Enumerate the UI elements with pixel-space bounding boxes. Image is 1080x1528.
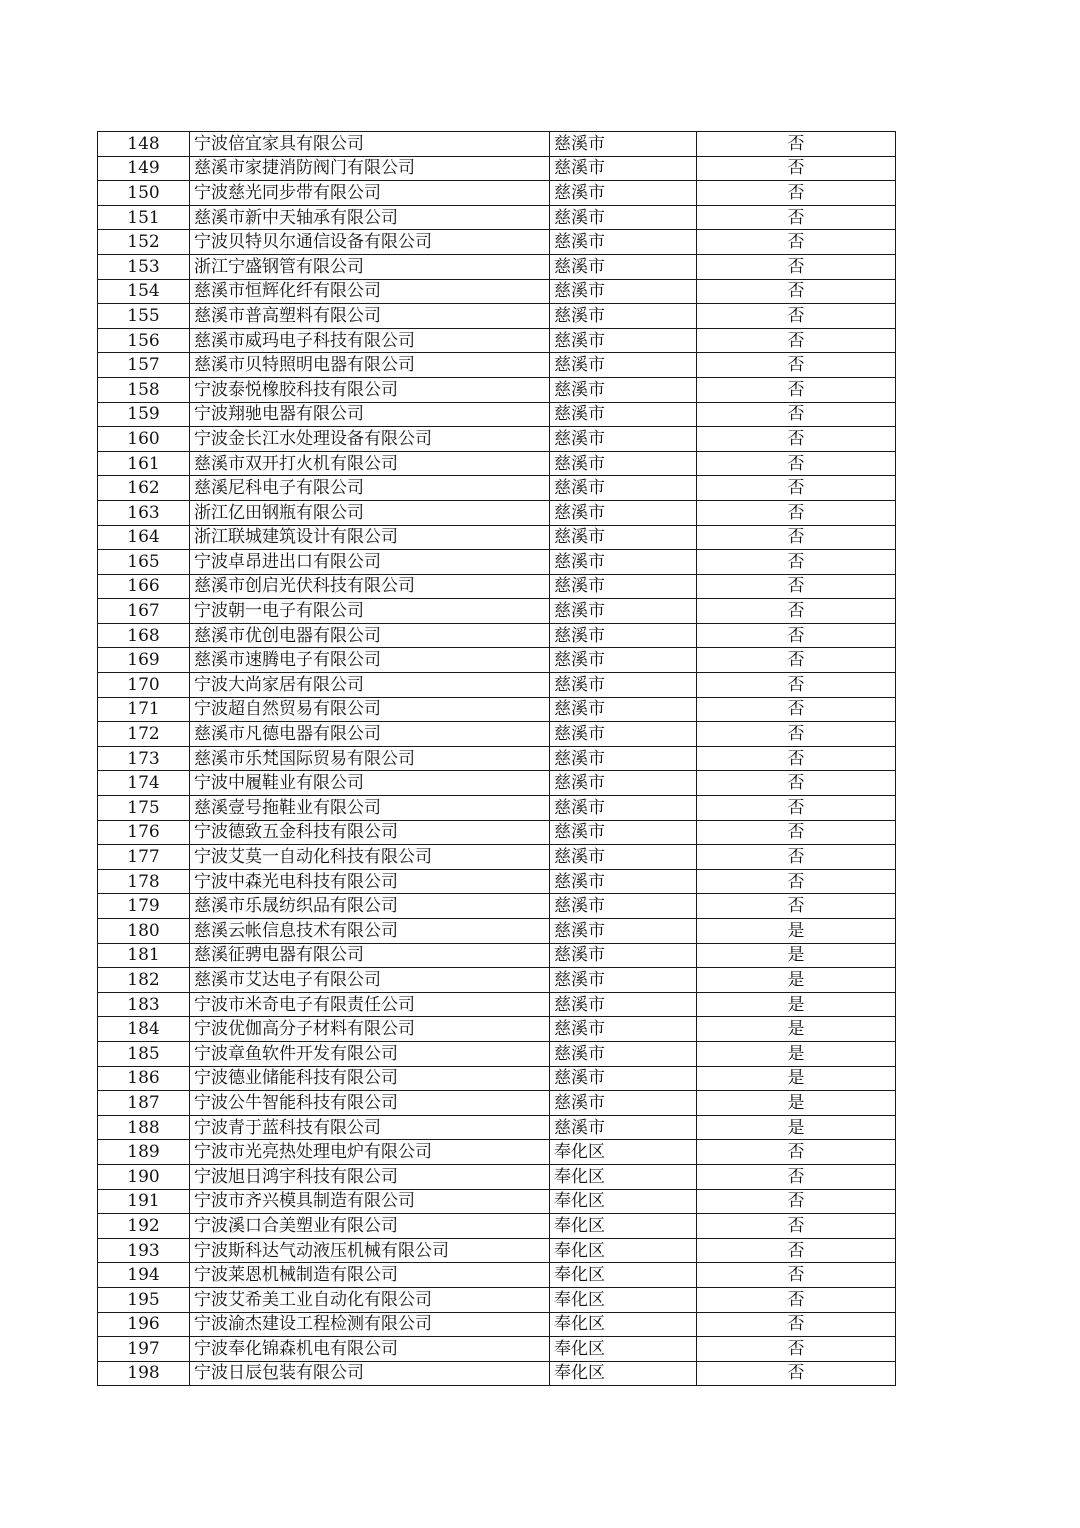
company-name-cell: 宁波贝特贝尔通信设备有限公司 bbox=[190, 230, 550, 255]
company-name-cell: 宁波中森光电科技有限公司 bbox=[190, 869, 550, 894]
company-name-cell: 慈溪市乐梵国际贸易有限公司 bbox=[190, 746, 550, 771]
status-cell: 是 bbox=[697, 968, 896, 993]
district-cell: 慈溪市 bbox=[550, 697, 697, 722]
status-cell: 否 bbox=[697, 820, 896, 845]
company-name-cell: 宁波泰悦橡胶科技有限公司 bbox=[190, 377, 550, 402]
row-number-cell: 153 bbox=[98, 254, 190, 279]
status-cell: 否 bbox=[697, 279, 896, 304]
status-cell: 否 bbox=[697, 1312, 896, 1337]
status-cell: 否 bbox=[697, 673, 896, 698]
status-cell: 是 bbox=[697, 1017, 896, 1042]
district-cell: 慈溪市 bbox=[550, 525, 697, 550]
company-name-cell: 宁波日辰包装有限公司 bbox=[190, 1361, 550, 1386]
table-row bbox=[98, 181, 896, 206]
row-number-cell: 162 bbox=[98, 476, 190, 501]
district-cell: 慈溪市 bbox=[550, 869, 697, 894]
district-cell: 奉化区 bbox=[550, 1263, 697, 1288]
status-cell: 否 bbox=[697, 771, 896, 796]
row-number-cell: 173 bbox=[98, 746, 190, 771]
status-cell: 否 bbox=[697, 796, 896, 821]
status-cell: 是 bbox=[697, 1115, 896, 1140]
district-cell: 慈溪市 bbox=[550, 279, 697, 304]
district-cell: 慈溪市 bbox=[550, 919, 697, 944]
status-cell: 否 bbox=[697, 722, 896, 747]
district-cell: 慈溪市 bbox=[550, 500, 697, 525]
company-name-cell: 宁波超自然贸易有限公司 bbox=[190, 697, 550, 722]
table-row bbox=[98, 1361, 896, 1386]
district-cell: 慈溪市 bbox=[550, 132, 697, 157]
table-row bbox=[98, 1287, 896, 1312]
table-row bbox=[98, 599, 896, 624]
status-cell: 否 bbox=[697, 402, 896, 427]
row-number-cell: 198 bbox=[98, 1361, 190, 1386]
company-name-cell: 慈溪市双开打火机有限公司 bbox=[190, 451, 550, 476]
district-cell: 慈溪市 bbox=[550, 1066, 697, 1091]
district-cell: 慈溪市 bbox=[550, 894, 697, 919]
district-cell: 慈溪市 bbox=[550, 722, 697, 747]
district-cell: 奉化区 bbox=[550, 1337, 697, 1362]
company-name-cell: 宁波朝一电子有限公司 bbox=[190, 599, 550, 624]
table-row bbox=[98, 648, 896, 673]
row-number-cell: 158 bbox=[98, 377, 190, 402]
company-name-cell: 宁波中履鞋业有限公司 bbox=[190, 771, 550, 796]
table-row bbox=[98, 1066, 896, 1091]
company-name-cell: 宁波艾莫一自动化科技有限公司 bbox=[190, 845, 550, 870]
district-cell: 奉化区 bbox=[550, 1214, 697, 1239]
district-cell: 慈溪市 bbox=[550, 205, 697, 230]
status-cell: 是 bbox=[697, 1066, 896, 1091]
status-cell: 否 bbox=[697, 476, 896, 501]
company-name-cell: 宁波卓昂进出口有限公司 bbox=[190, 550, 550, 575]
district-cell: 慈溪市 bbox=[550, 845, 697, 870]
status-cell: 是 bbox=[697, 943, 896, 968]
company-name-cell: 慈溪市艾达电子有限公司 bbox=[190, 968, 550, 993]
table-row bbox=[98, 1164, 896, 1189]
table-row bbox=[98, 673, 896, 698]
status-cell: 是 bbox=[697, 1041, 896, 1066]
company-name-cell: 慈溪征骋电器有限公司 bbox=[190, 943, 550, 968]
table-row bbox=[98, 525, 896, 550]
status-cell: 否 bbox=[697, 525, 896, 550]
company-name-cell: 宁波章鱼软件开发有限公司 bbox=[190, 1041, 550, 1066]
row-number-cell: 186 bbox=[98, 1066, 190, 1091]
company-name-cell: 慈溪市优创电器有限公司 bbox=[190, 623, 550, 648]
status-cell: 否 bbox=[697, 254, 896, 279]
company-name-cell: 宁波奉化锦森机电有限公司 bbox=[190, 1337, 550, 1362]
company-name-cell: 宁波艾希美工业自动化有限公司 bbox=[190, 1287, 550, 1312]
company-name-cell: 慈溪市凡德电器有限公司 bbox=[190, 722, 550, 747]
district-cell: 慈溪市 bbox=[550, 796, 697, 821]
row-number-cell: 150 bbox=[98, 181, 190, 206]
status-cell: 否 bbox=[697, 377, 896, 402]
company-name-cell: 慈溪云帐信息技术有限公司 bbox=[190, 919, 550, 944]
status-cell: 否 bbox=[697, 894, 896, 919]
district-cell: 慈溪市 bbox=[550, 623, 697, 648]
district-cell: 慈溪市 bbox=[550, 402, 697, 427]
table-row bbox=[98, 796, 896, 821]
district-cell: 慈溪市 bbox=[550, 1115, 697, 1140]
table-row bbox=[98, 943, 896, 968]
table-row bbox=[98, 476, 896, 501]
row-number-cell: 182 bbox=[98, 968, 190, 993]
row-number-cell: 174 bbox=[98, 771, 190, 796]
status-cell: 否 bbox=[697, 451, 896, 476]
table-row bbox=[98, 427, 896, 452]
row-number-cell: 190 bbox=[98, 1164, 190, 1189]
status-cell: 是 bbox=[697, 919, 896, 944]
row-number-cell: 149 bbox=[98, 156, 190, 181]
district-cell: 慈溪市 bbox=[550, 181, 697, 206]
table-row bbox=[98, 402, 896, 427]
row-number-cell: 192 bbox=[98, 1214, 190, 1239]
row-number-cell: 197 bbox=[98, 1337, 190, 1362]
company-name-cell: 慈溪尼科电子有限公司 bbox=[190, 476, 550, 501]
table-row bbox=[98, 820, 896, 845]
company-name-cell: 慈溪市普高塑料有限公司 bbox=[190, 304, 550, 329]
company-name-cell: 慈溪市恒辉化纤有限公司 bbox=[190, 279, 550, 304]
company-name-cell: 宁波优伽高分子材料有限公司 bbox=[190, 1017, 550, 1042]
row-number-cell: 167 bbox=[98, 599, 190, 624]
district-cell: 慈溪市 bbox=[550, 599, 697, 624]
status-cell: 否 bbox=[697, 230, 896, 255]
row-number-cell: 181 bbox=[98, 943, 190, 968]
district-cell: 慈溪市 bbox=[550, 746, 697, 771]
table-row bbox=[98, 1115, 896, 1140]
table-row bbox=[98, 697, 896, 722]
table-row bbox=[98, 1337, 896, 1362]
status-cell: 否 bbox=[697, 599, 896, 624]
company-name-cell: 宁波公牛智能科技有限公司 bbox=[190, 1091, 550, 1116]
table-row bbox=[98, 845, 896, 870]
district-cell: 慈溪市 bbox=[550, 992, 697, 1017]
district-cell: 慈溪市 bbox=[550, 820, 697, 845]
district-cell: 慈溪市 bbox=[550, 451, 697, 476]
status-cell: 否 bbox=[697, 697, 896, 722]
district-cell: 慈溪市 bbox=[550, 1017, 697, 1042]
company-name-cell: 慈溪市新中天轴承有限公司 bbox=[190, 205, 550, 230]
table-row bbox=[98, 869, 896, 894]
district-cell: 慈溪市 bbox=[550, 771, 697, 796]
table-row bbox=[98, 451, 896, 476]
company-name-cell: 宁波大尚家居有限公司 bbox=[190, 673, 550, 698]
status-cell: 否 bbox=[697, 1287, 896, 1312]
status-cell: 否 bbox=[697, 1189, 896, 1214]
company-table bbox=[97, 131, 896, 1386]
table-row bbox=[98, 1041, 896, 1066]
district-cell: 慈溪市 bbox=[550, 377, 697, 402]
district-cell: 慈溪市 bbox=[550, 476, 697, 501]
row-number-cell: 176 bbox=[98, 820, 190, 845]
company-name-cell: 宁波旭日鸿宇科技有限公司 bbox=[190, 1164, 550, 1189]
table-row bbox=[98, 623, 896, 648]
row-number-cell: 196 bbox=[98, 1312, 190, 1337]
status-cell: 否 bbox=[697, 869, 896, 894]
company-name-cell: 宁波倍宜家具有限公司 bbox=[190, 132, 550, 157]
company-table-body bbox=[98, 132, 896, 1386]
status-cell: 否 bbox=[697, 1140, 896, 1165]
table-row bbox=[98, 746, 896, 771]
status-cell: 否 bbox=[697, 550, 896, 575]
table-row bbox=[98, 992, 896, 1017]
row-number-cell: 180 bbox=[98, 919, 190, 944]
company-name-cell: 宁波市齐兴模具制造有限公司 bbox=[190, 1189, 550, 1214]
table-row bbox=[98, 550, 896, 575]
company-name-cell: 宁波渝杰建设工程检测有限公司 bbox=[190, 1312, 550, 1337]
status-cell: 否 bbox=[697, 1361, 896, 1386]
row-number-cell: 156 bbox=[98, 328, 190, 353]
table-row bbox=[98, 230, 896, 255]
status-cell: 否 bbox=[697, 648, 896, 673]
status-cell: 否 bbox=[697, 1238, 896, 1263]
district-cell: 慈溪市 bbox=[550, 427, 697, 452]
row-number-cell: 163 bbox=[98, 500, 190, 525]
table-row bbox=[98, 1091, 896, 1116]
district-cell: 慈溪市 bbox=[550, 550, 697, 575]
status-cell: 否 bbox=[697, 1263, 896, 1288]
status-cell: 是 bbox=[697, 1091, 896, 1116]
district-cell: 奉化区 bbox=[550, 1312, 697, 1337]
table-row bbox=[98, 1263, 896, 1288]
district-cell: 慈溪市 bbox=[550, 648, 697, 673]
company-name-cell: 浙江联城建筑设计有限公司 bbox=[190, 525, 550, 550]
row-number-cell: 160 bbox=[98, 427, 190, 452]
district-cell: 慈溪市 bbox=[550, 1091, 697, 1116]
row-number-cell: 195 bbox=[98, 1287, 190, 1312]
district-cell: 慈溪市 bbox=[550, 304, 697, 329]
row-number-cell: 148 bbox=[98, 132, 190, 157]
district-cell: 慈溪市 bbox=[550, 1041, 697, 1066]
row-number-cell: 172 bbox=[98, 722, 190, 747]
row-number-cell: 194 bbox=[98, 1263, 190, 1288]
status-cell: 否 bbox=[697, 574, 896, 599]
company-name-cell: 宁波斯科达气动液压机械有限公司 bbox=[190, 1238, 550, 1263]
status-cell: 否 bbox=[697, 132, 896, 157]
company-name-cell: 慈溪市创启光伏科技有限公司 bbox=[190, 574, 550, 599]
table-row bbox=[98, 254, 896, 279]
status-cell: 否 bbox=[697, 156, 896, 181]
district-cell: 慈溪市 bbox=[550, 673, 697, 698]
row-number-cell: 177 bbox=[98, 845, 190, 870]
district-cell: 奉化区 bbox=[550, 1164, 697, 1189]
company-name-cell: 慈溪市威玛电子科技有限公司 bbox=[190, 328, 550, 353]
row-number-cell: 159 bbox=[98, 402, 190, 427]
row-number-cell: 191 bbox=[98, 1189, 190, 1214]
row-number-cell: 154 bbox=[98, 279, 190, 304]
row-number-cell: 179 bbox=[98, 894, 190, 919]
table-row bbox=[98, 1017, 896, 1042]
company-name-cell: 慈溪市贝特照明电器有限公司 bbox=[190, 353, 550, 378]
company-name-cell: 宁波市光亮热处理电炉有限公司 bbox=[190, 1140, 550, 1165]
company-name-cell: 宁波金长江水处理设备有限公司 bbox=[190, 427, 550, 452]
row-number-cell: 184 bbox=[98, 1017, 190, 1042]
table-row bbox=[98, 894, 896, 919]
district-cell: 奉化区 bbox=[550, 1361, 697, 1386]
status-cell: 否 bbox=[697, 353, 896, 378]
status-cell: 否 bbox=[697, 623, 896, 648]
table-row bbox=[98, 968, 896, 993]
company-name-cell: 宁波青于蓝科技有限公司 bbox=[190, 1115, 550, 1140]
table-row bbox=[98, 500, 896, 525]
status-cell: 否 bbox=[697, 304, 896, 329]
table-row bbox=[98, 205, 896, 230]
row-number-cell: 183 bbox=[98, 992, 190, 1017]
company-name-cell: 宁波莱恩机械制造有限公司 bbox=[190, 1263, 550, 1288]
row-number-cell: 178 bbox=[98, 869, 190, 894]
row-number-cell: 189 bbox=[98, 1140, 190, 1165]
company-name-cell: 浙江亿田钢瓶有限公司 bbox=[190, 500, 550, 525]
table-row bbox=[98, 377, 896, 402]
table-row bbox=[98, 156, 896, 181]
company-name-cell: 浙江宁盛钢管有限公司 bbox=[190, 254, 550, 279]
company-name-cell: 宁波德致五金科技有限公司 bbox=[190, 820, 550, 845]
row-number-cell: 152 bbox=[98, 230, 190, 255]
district-cell: 慈溪市 bbox=[550, 156, 697, 181]
table-row bbox=[98, 1238, 896, 1263]
table-row bbox=[98, 1312, 896, 1337]
company-name-cell: 宁波市米奇电子有限责任公司 bbox=[190, 992, 550, 1017]
company-name-cell: 宁波慈光同步带有限公司 bbox=[190, 181, 550, 206]
status-cell: 否 bbox=[697, 181, 896, 206]
district-cell: 奉化区 bbox=[550, 1140, 697, 1165]
company-name-cell: 宁波德业储能科技有限公司 bbox=[190, 1066, 550, 1091]
row-number-cell: 175 bbox=[98, 796, 190, 821]
status-cell: 否 bbox=[697, 1164, 896, 1189]
company-name-cell: 宁波溪口合美塑业有限公司 bbox=[190, 1214, 550, 1239]
district-cell: 奉化区 bbox=[550, 1189, 697, 1214]
table-row bbox=[98, 279, 896, 304]
row-number-cell: 151 bbox=[98, 205, 190, 230]
status-cell: 否 bbox=[697, 1337, 896, 1362]
row-number-cell: 168 bbox=[98, 623, 190, 648]
row-number-cell: 193 bbox=[98, 1238, 190, 1263]
row-number-cell: 187 bbox=[98, 1091, 190, 1116]
table-row bbox=[98, 722, 896, 747]
row-number-cell: 185 bbox=[98, 1041, 190, 1066]
status-cell: 是 bbox=[697, 992, 896, 1017]
company-name-cell: 慈溪市速腾电子有限公司 bbox=[190, 648, 550, 673]
district-cell: 慈溪市 bbox=[550, 968, 697, 993]
district-cell: 慈溪市 bbox=[550, 230, 697, 255]
table-row bbox=[98, 771, 896, 796]
table-row bbox=[98, 328, 896, 353]
company-name-cell: 慈溪壹号拖鞋业有限公司 bbox=[190, 796, 550, 821]
table-row bbox=[98, 132, 896, 157]
company-name-cell: 慈溪市家捷消防阀门有限公司 bbox=[190, 156, 550, 181]
company-name-cell: 宁波翔驰电器有限公司 bbox=[190, 402, 550, 427]
table-row bbox=[98, 574, 896, 599]
row-number-cell: 161 bbox=[98, 451, 190, 476]
table-row bbox=[98, 1214, 896, 1239]
table-row bbox=[98, 304, 896, 329]
district-cell: 慈溪市 bbox=[550, 574, 697, 599]
status-cell: 否 bbox=[697, 1214, 896, 1239]
table-row bbox=[98, 1189, 896, 1214]
table-row bbox=[98, 1140, 896, 1165]
district-cell: 奉化区 bbox=[550, 1238, 697, 1263]
status-cell: 否 bbox=[697, 328, 896, 353]
status-cell: 否 bbox=[697, 427, 896, 452]
row-number-cell: 155 bbox=[98, 304, 190, 329]
row-number-cell: 166 bbox=[98, 574, 190, 599]
district-cell: 慈溪市 bbox=[550, 353, 697, 378]
table-row bbox=[98, 919, 896, 944]
row-number-cell: 165 bbox=[98, 550, 190, 575]
company-name-cell: 慈溪市乐晟纺织品有限公司 bbox=[190, 894, 550, 919]
row-number-cell: 188 bbox=[98, 1115, 190, 1140]
table-row bbox=[98, 353, 896, 378]
status-cell: 否 bbox=[697, 845, 896, 870]
row-number-cell: 169 bbox=[98, 648, 190, 673]
row-number-cell: 164 bbox=[98, 525, 190, 550]
row-number-cell: 171 bbox=[98, 697, 190, 722]
district-cell: 慈溪市 bbox=[550, 254, 697, 279]
row-number-cell: 157 bbox=[98, 353, 190, 378]
status-cell: 否 bbox=[697, 746, 896, 771]
status-cell: 否 bbox=[697, 500, 896, 525]
district-cell: 慈溪市 bbox=[550, 328, 697, 353]
status-cell: 否 bbox=[697, 205, 896, 230]
row-number-cell: 170 bbox=[98, 673, 190, 698]
district-cell: 慈溪市 bbox=[550, 943, 697, 968]
district-cell: 奉化区 bbox=[550, 1287, 697, 1312]
